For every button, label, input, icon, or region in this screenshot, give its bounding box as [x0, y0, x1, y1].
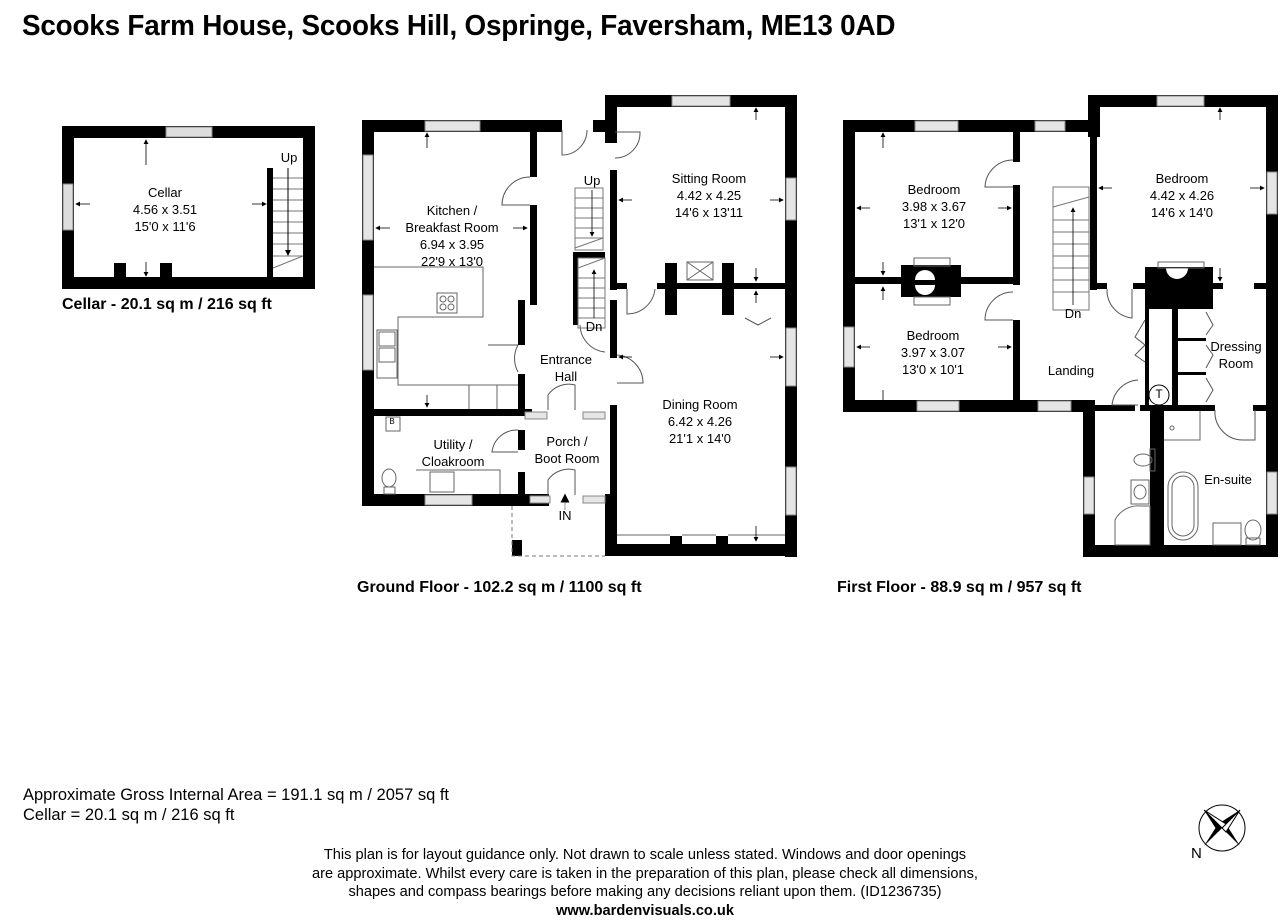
gross-area-text: Approximate Gross Internal Area = 191.1 sq m / 2057 sq ft: [23, 786, 450, 804]
water-tank-label: T: [1155, 387, 1163, 401]
room-label-bedroom-3: Bedroom 3.97 x 3.07 13'0 x 10'1: [900, 328, 966, 377]
room-label-sitting-room: Sitting Room 4.42 x 4.25 14'6 x 13'11: [671, 171, 747, 220]
boiler-label: B: [389, 417, 395, 426]
room-label-entrance-hall: Entrance Hall: [539, 352, 593, 384]
stairs-down-label: Dn: [1064, 306, 1082, 321]
room-label-dining-room: Dining Room 6.42 x 4.26 21'1 x 14'0: [662, 397, 738, 446]
compass-north-label: N: [1191, 845, 1202, 862]
first-floor-caption: First Floor - 88.9 sq m / 957 sq ft: [837, 579, 1082, 596]
room-label-bedroom-2: Bedroom 4.42 x 4.26 14'6 x 14'0: [1149, 171, 1215, 220]
cellar-caption: Cellar - 20.1 sq m / 216 sq ft: [62, 296, 272, 313]
entrance-label: IN: [558, 508, 572, 523]
ground-floor-plan: [362, 95, 797, 557]
room-label-bedroom-1: Bedroom 3.98 x 3.67 13'1 x 12'0: [901, 182, 967, 231]
room-label-en-suite: En-suite: [1204, 472, 1252, 487]
compass-rose-icon: [1199, 805, 1245, 851]
room-label-landing: Landing: [1047, 363, 1095, 378]
stairs-up-label: Up: [280, 150, 298, 165]
ground-floor-caption: Ground Floor - 102.2 sq m / 1100 sq ft: [357, 579, 642, 596]
page-title: Scooks Farm House, Scooks Hill, Ospringe, Faversham, ME13 0AD: [22, 10, 896, 42]
website-link[interactable]: www.bardenvisuals.co.uk: [556, 902, 734, 919]
room-label-cellar: Cellar 4.56 x 3.51 15'0 x 11'6: [132, 185, 198, 234]
room-label-kitchen: Kitchen / Breakfast Room 6.94 x 3.95 22'9 x 13'0: [405, 203, 499, 269]
stairs-up-label: Up: [583, 173, 601, 188]
room-label-utility: Utility / Cloakroom: [421, 437, 485, 469]
room-label-dressing-room: Dressing Room: [1210, 339, 1262, 371]
stairs-down-label: Dn: [585, 319, 603, 334]
room-label-porch: Porch / Boot Room: [534, 434, 600, 466]
disclaimer: This plan is for layout guidance only. Not drawn to scale unless stated. Windows and door openings are approximate. Whilst every care is taken in the preparation of this plan, please check all dimensions, shapes and compass bearings before making any decisions reliant upon them. (ID1236735) www.bardenvisuals.co.uk: [290, 846, 1000, 920]
cellar-area-text: Cellar = 20.1 sq m / 216 sq ft: [23, 806, 235, 824]
